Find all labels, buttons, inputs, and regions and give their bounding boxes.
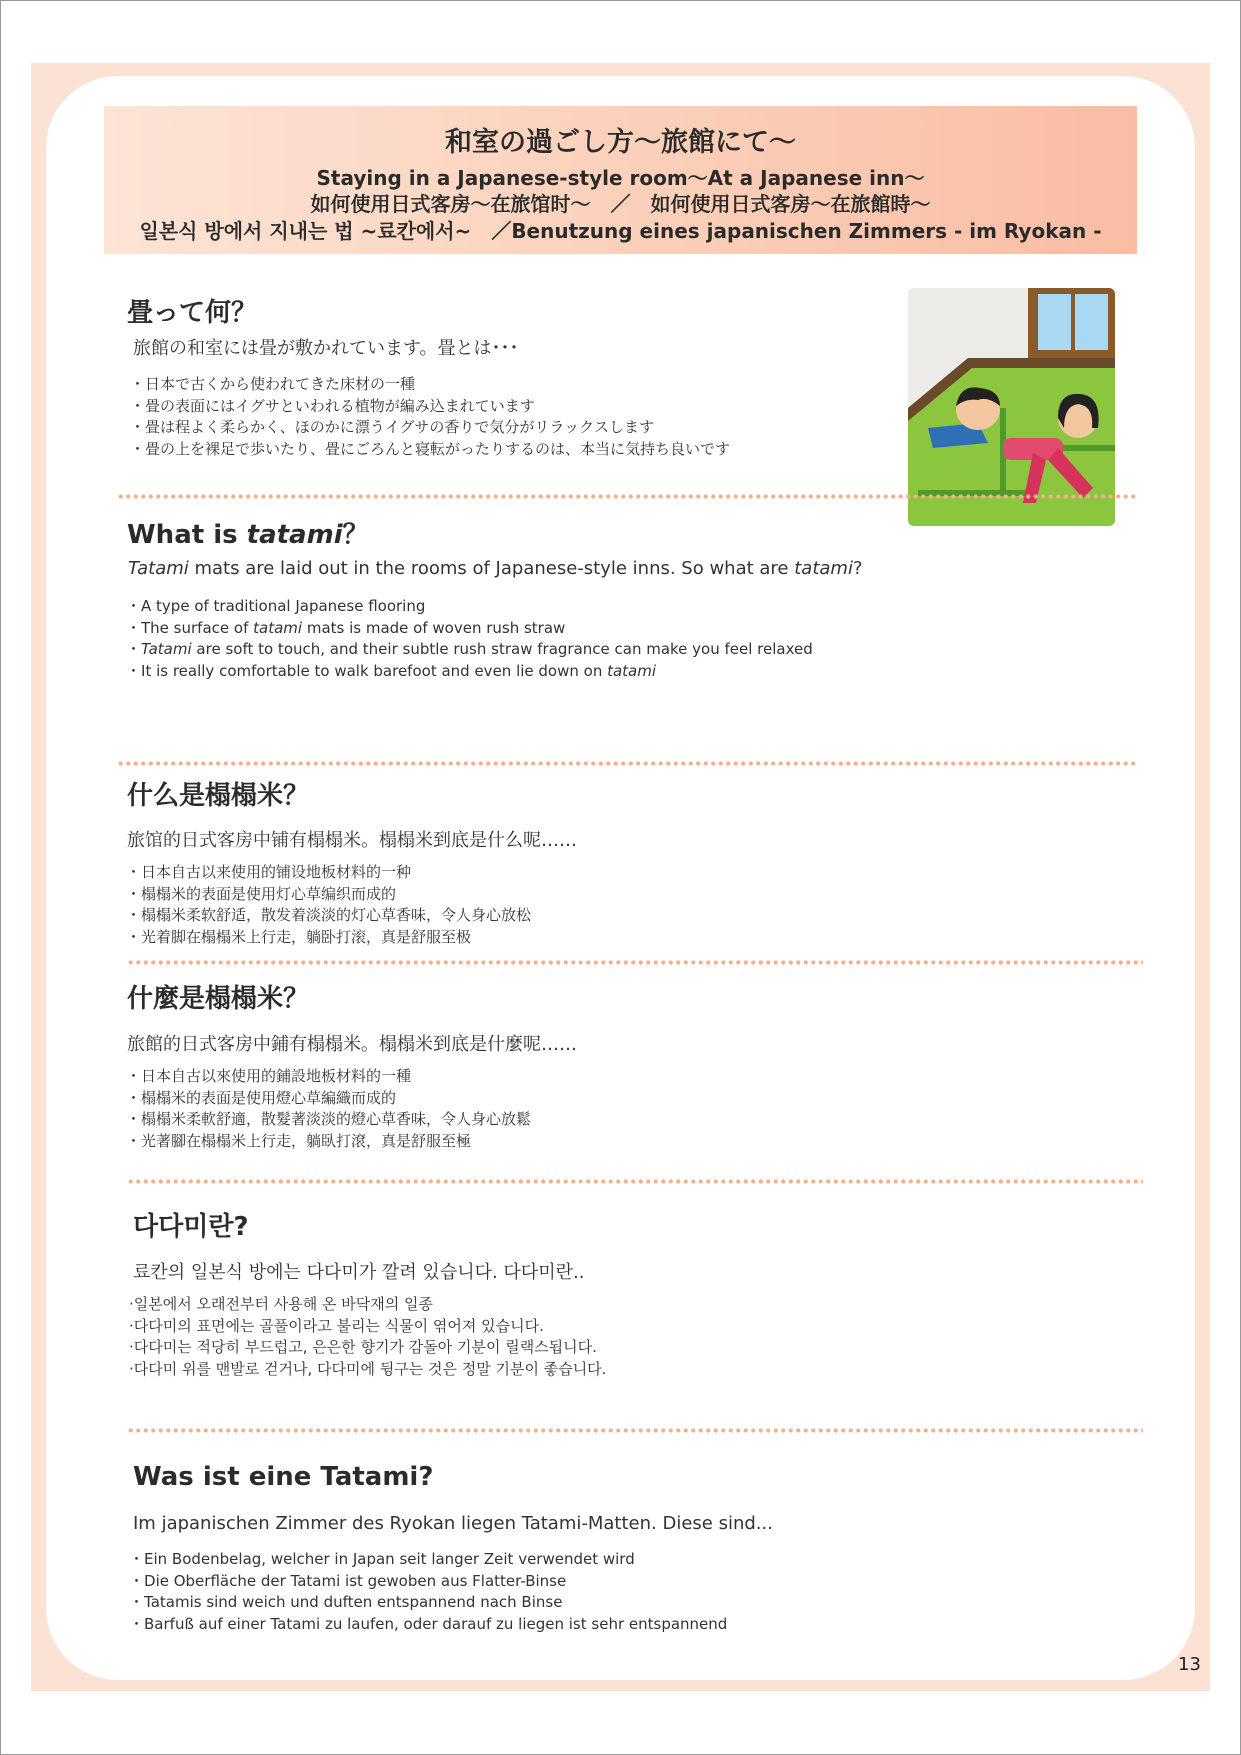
title-banner <box>104 106 1137 254</box>
heading-italic-term: tatami <box>246 520 343 550</box>
list-item: ・ Ein Bodenbelag, welcher in Japan seit langer Zeit verwendet wird <box>129 1549 727 1571</box>
list-item: ・ 畳の上を裸足で歩いたり、畳にごろんと寝転がったりするのは、本当に気持ち良いです <box>130 439 730 461</box>
section-divider <box>127 1428 1143 1433</box>
list-item: ・ 日本自古以來使用的鋪設地板材料的一種 <box>126 1066 531 1088</box>
list-item: ・ 畳の表面にはイグサといわれる植物が編み込まれています <box>130 396 730 418</box>
heading-mark: ？ <box>342 520 369 550</box>
italic-term: tatami <box>794 558 853 579</box>
page-number: 13 <box>1178 1654 1201 1675</box>
list-item <box>126 661 813 683</box>
list-item: ・ 榻榻米柔軟舒適，散髮著淡淡的燈心草香味，令人身心放鬆 <box>126 1109 531 1131</box>
list-item: · 일본에서 오래전부터 사용해 온 바닥재의 일종 <box>129 1294 606 1316</box>
list-item <box>126 596 813 618</box>
section-divider <box>117 494 1137 499</box>
title-korean-german: 일본식 방에서 지내는 법 ~료칸에서~ ／Benutzung eines japanischen Zimmers - im Ryokan - <box>139 219 1102 243</box>
intro-text-end: ? <box>852 558 863 579</box>
italic-term: tatami <box>253 618 303 637</box>
title-english: Staying in a Japanese-style room～At a Japanese inn～ <box>316 166 925 190</box>
heading-japanese: 畳って何？ <box>127 298 258 328</box>
italic-term: tatami <box>607 661 657 680</box>
list-item: · 다다미의 표면에는 골풀이라고 불리는 식물이 엮어져 있습니다. <box>129 1316 606 1338</box>
heading-text: What is <box>127 520 247 550</box>
heading-chinese-simplified: 什么是榻榻米？ <box>127 781 310 811</box>
list-item <box>126 639 813 661</box>
list-item: ・ 日本で古くから使われてきた床材の一種 <box>130 374 730 396</box>
intro-chinese-traditional: 旅館的日式客房中鋪有榻榻米。榻榻米到底是什麼呢…… <box>127 1034 577 1055</box>
list-item: ・ Die Oberfläche der Tatami ist gewoben aus Flatter-Binse <box>129 1571 727 1593</box>
list-item: · 다다미 위를 맨발로 걷거나, 다다미에 뒹구는 것은 정말 기분이 좋습니다. <box>129 1359 606 1381</box>
bullets-korean <box>129 1294 606 1380</box>
heading-korean: 다다미란? <box>133 1212 249 1242</box>
children-lying-on-tatami-icon <box>908 288 1115 526</box>
bullets-japanese <box>130 374 730 460</box>
italic-term: Tatami <box>141 640 192 658</box>
list-item: ・ 畳は程よく柔らかく、ほのかに漂うイグサの香りで気分がリラックスします <box>130 417 730 439</box>
section-divider <box>117 761 1137 766</box>
intro-german: Im japanischen Zimmer des Ryokan liegen Tatami-Matten. Diese sind... <box>133 1513 773 1534</box>
section-divider <box>127 960 1143 965</box>
section-divider <box>127 1179 1143 1184</box>
list-item: ・ Tatamis sind weich und duften entspannend nach Binse <box>129 1592 727 1614</box>
bullets-english <box>126 596 813 682</box>
heading-german: Was ist eine Tatami? <box>133 1462 434 1492</box>
list-item: · 다다미는 적당히 부드럽고, 은은한 향기가 감돌아 기분이 릴랙스됩니다. <box>129 1337 606 1359</box>
intro-japanese: 旅館の和室には畳が敷かれています。畳とは･･･ <box>133 338 519 359</box>
list-item: ・ 榻榻米的表面是使用燈心草編織而成的 <box>126 1088 531 1110</box>
intro-korean: 료칸의 일본식 방에는 다다미가 깔려 있습니다. 다다미란.. <box>133 1262 585 1283</box>
list-item-text: It is really comfortable to walk barefoot and even lie down on <box>141 661 608 680</box>
list-item: ・ 榻榻米的表面是使用灯心草编织而成的 <box>126 884 531 906</box>
heading-chinese-traditional: 什麼是榻榻米？ <box>127 984 310 1014</box>
list-item: ・ Barfuß auf einer Tatami zu laufen, oder darauf zu liegen ist sehr entspannend <box>129 1614 727 1636</box>
list-item: ・ 光着脚在榻榻米上行走，躺卧打滚，真是舒服至极 <box>126 927 531 949</box>
list-item: ・ 日本自古以来使用的铺设地板材料的一种 <box>126 862 531 884</box>
intro-chinese-simplified: 旅馆的日式客房中铺有榻榻米。榻榻米到底是什么呢…… <box>127 830 577 851</box>
title-chinese: 如何使用日式客房～在旅馆时～ ／ 如何使用日式客房～在旅館時～ <box>310 192 931 216</box>
intro-text: mats are laid out in the rooms of Japanese-style inns. So what are <box>188 558 795 579</box>
bullets-chinese-simplified <box>126 862 531 948</box>
list-item-text: A type of traditional Japanese flooring <box>141 597 426 615</box>
list-item <box>126 618 813 640</box>
list-item-text: The surface of <box>141 618 254 637</box>
list-item-text: mats is made of woven rush straw <box>302 618 566 637</box>
list-item: ・ 榻榻米柔软舒适，散发着淡淡的灯心草香味，令人身心放松 <box>126 905 531 927</box>
bullets-german <box>129 1549 727 1635</box>
intro-english <box>128 558 863 579</box>
title-japanese: 和室の過ごし方～旅館にて～ <box>445 127 796 158</box>
list-item-text: are soft to touch, and their subtle rush straw fragrance can make you feel relaxed <box>191 640 813 658</box>
list-item: ・ 光著腳在榻榻米上行走，躺臥打滾，真是舒服至極 <box>126 1131 531 1153</box>
heading-english <box>127 514 369 551</box>
bullets-chinese-traditional <box>126 1066 531 1152</box>
italic-term: Tatami <box>128 558 189 579</box>
